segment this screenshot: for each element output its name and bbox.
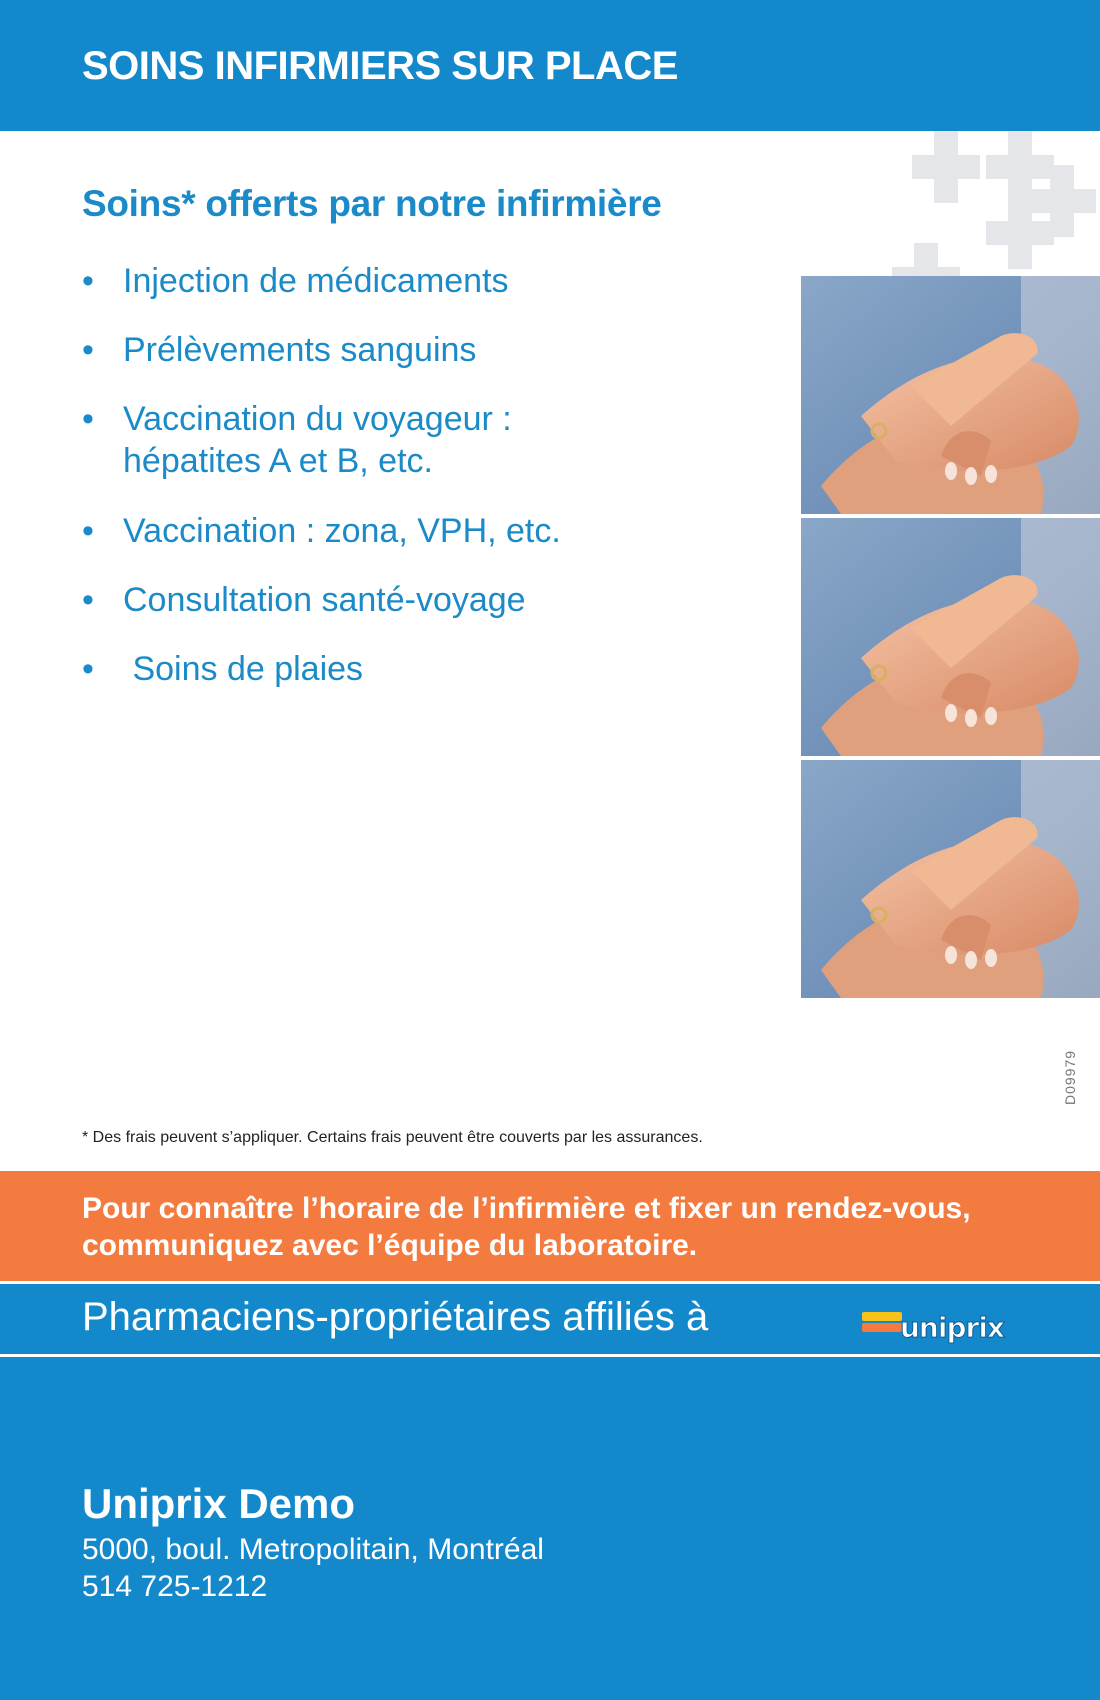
affiliation-text: Pharmaciens-propriétaires affiliés à xyxy=(82,1295,709,1339)
photo-strip xyxy=(801,276,1100,1002)
service-label: hépatites A et B, etc. xyxy=(123,442,433,480)
service-label: Soins de plaies xyxy=(123,650,364,688)
cta-line-1: Pour connaître l’horaire de l’infirmière et fixer un rendez-vous, xyxy=(82,1192,971,1225)
service-label: Vaccination du voyageur : xyxy=(123,400,512,438)
bullet-icon: • xyxy=(82,400,94,438)
store-name: Uniprix Demo xyxy=(82,1480,356,1527)
uniprix-logo xyxy=(862,1306,1016,1348)
bullet-icon: • xyxy=(82,512,94,550)
logo-wordmark: uniprix xyxy=(900,1311,1004,1344)
service-label: Prélèvements sanguins xyxy=(123,331,477,369)
bullet-icon: • xyxy=(82,581,94,619)
document-code: D09979 xyxy=(1062,1049,1078,1105)
service-label: Vaccination : zona, VPH, etc. xyxy=(123,512,561,550)
page-title: SOINS INFIRMIERS SUR PLACE xyxy=(82,44,678,88)
service-item xyxy=(82,648,363,690)
cta-band xyxy=(0,1171,1100,1281)
decorative-crosses xyxy=(890,131,1100,281)
service-label: Consultation santé-voyage xyxy=(123,581,526,619)
cta-line-2: communiquez avec l’équipe du laboratoire. xyxy=(82,1229,698,1262)
hands-photo xyxy=(801,760,1100,998)
header-band xyxy=(0,0,1100,131)
services-heading: Soins* offerts par notre infirmière xyxy=(82,183,662,224)
service-item xyxy=(82,579,526,621)
service-item xyxy=(82,329,476,371)
store-band xyxy=(0,1357,1100,1700)
service-label: Injection de médicaments xyxy=(123,262,509,300)
hands-photo xyxy=(801,276,1100,514)
service-item xyxy=(82,260,509,302)
bullet-icon: • xyxy=(82,331,94,369)
hands-photo xyxy=(801,518,1100,756)
bullet-icon: • xyxy=(82,650,94,688)
footnote: * Des frais peuvent s’appliquer. Certains frais peuvent être couverts par les assurances. xyxy=(82,1129,703,1146)
service-item xyxy=(82,398,512,482)
store-address: 5000, boul. Metropolitain, Montréal xyxy=(82,1533,544,1566)
service-item xyxy=(82,510,561,552)
store-phone: 514 725-1212 xyxy=(82,1570,268,1603)
bullet-icon: • xyxy=(82,262,94,300)
